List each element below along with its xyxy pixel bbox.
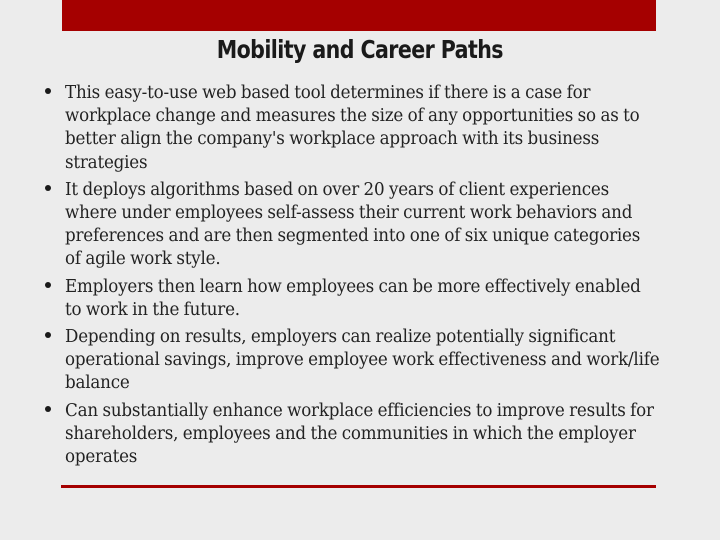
bullet-dot-icon: [45, 332, 51, 338]
bullet-text: Employers then learn how employees can be more effectively enabled to work in the future.: [65, 276, 641, 320]
bullet-item: [0, 82, 720, 175]
bullet-dot-icon: [45, 185, 51, 191]
bottom-accent-rule: [61, 485, 656, 488]
bullet-text: This easy-to-use web based tool determines if there is a case for workplace change and measures the size of any opportunities so as to better align the company's workplace approach with its business strategies: [65, 83, 640, 173]
bullet-text: Can substantially enhance workplace efficiencies to improve results for shareholders, employees and the communities in which the employer operates: [65, 400, 654, 468]
slide-title: Mobility and Career Paths: [216, 35, 503, 64]
bullet-item: [0, 326, 720, 396]
bullet-dot-icon: [45, 282, 51, 288]
bullet-text: It deploys algorithms based on over 20 years of client experiences where under employees self-assess their current work behaviors and preferences and are then segmented into one of six unique categories of agile work style.: [65, 179, 641, 270]
bullet-text: Depending on results, employers can realize potentially significant operational savings, improve employee work effectiveness and work/life balance: [65, 327, 660, 394]
bullet-item: [0, 276, 720, 322]
bullet-dot-icon: [45, 88, 51, 94]
bullet-dot-icon: [45, 406, 51, 412]
bullet-item: [0, 400, 720, 470]
title-accent-bar: [62, 0, 656, 31]
bullet-item: [0, 179, 720, 272]
bullet-list: [0, 82, 720, 473]
